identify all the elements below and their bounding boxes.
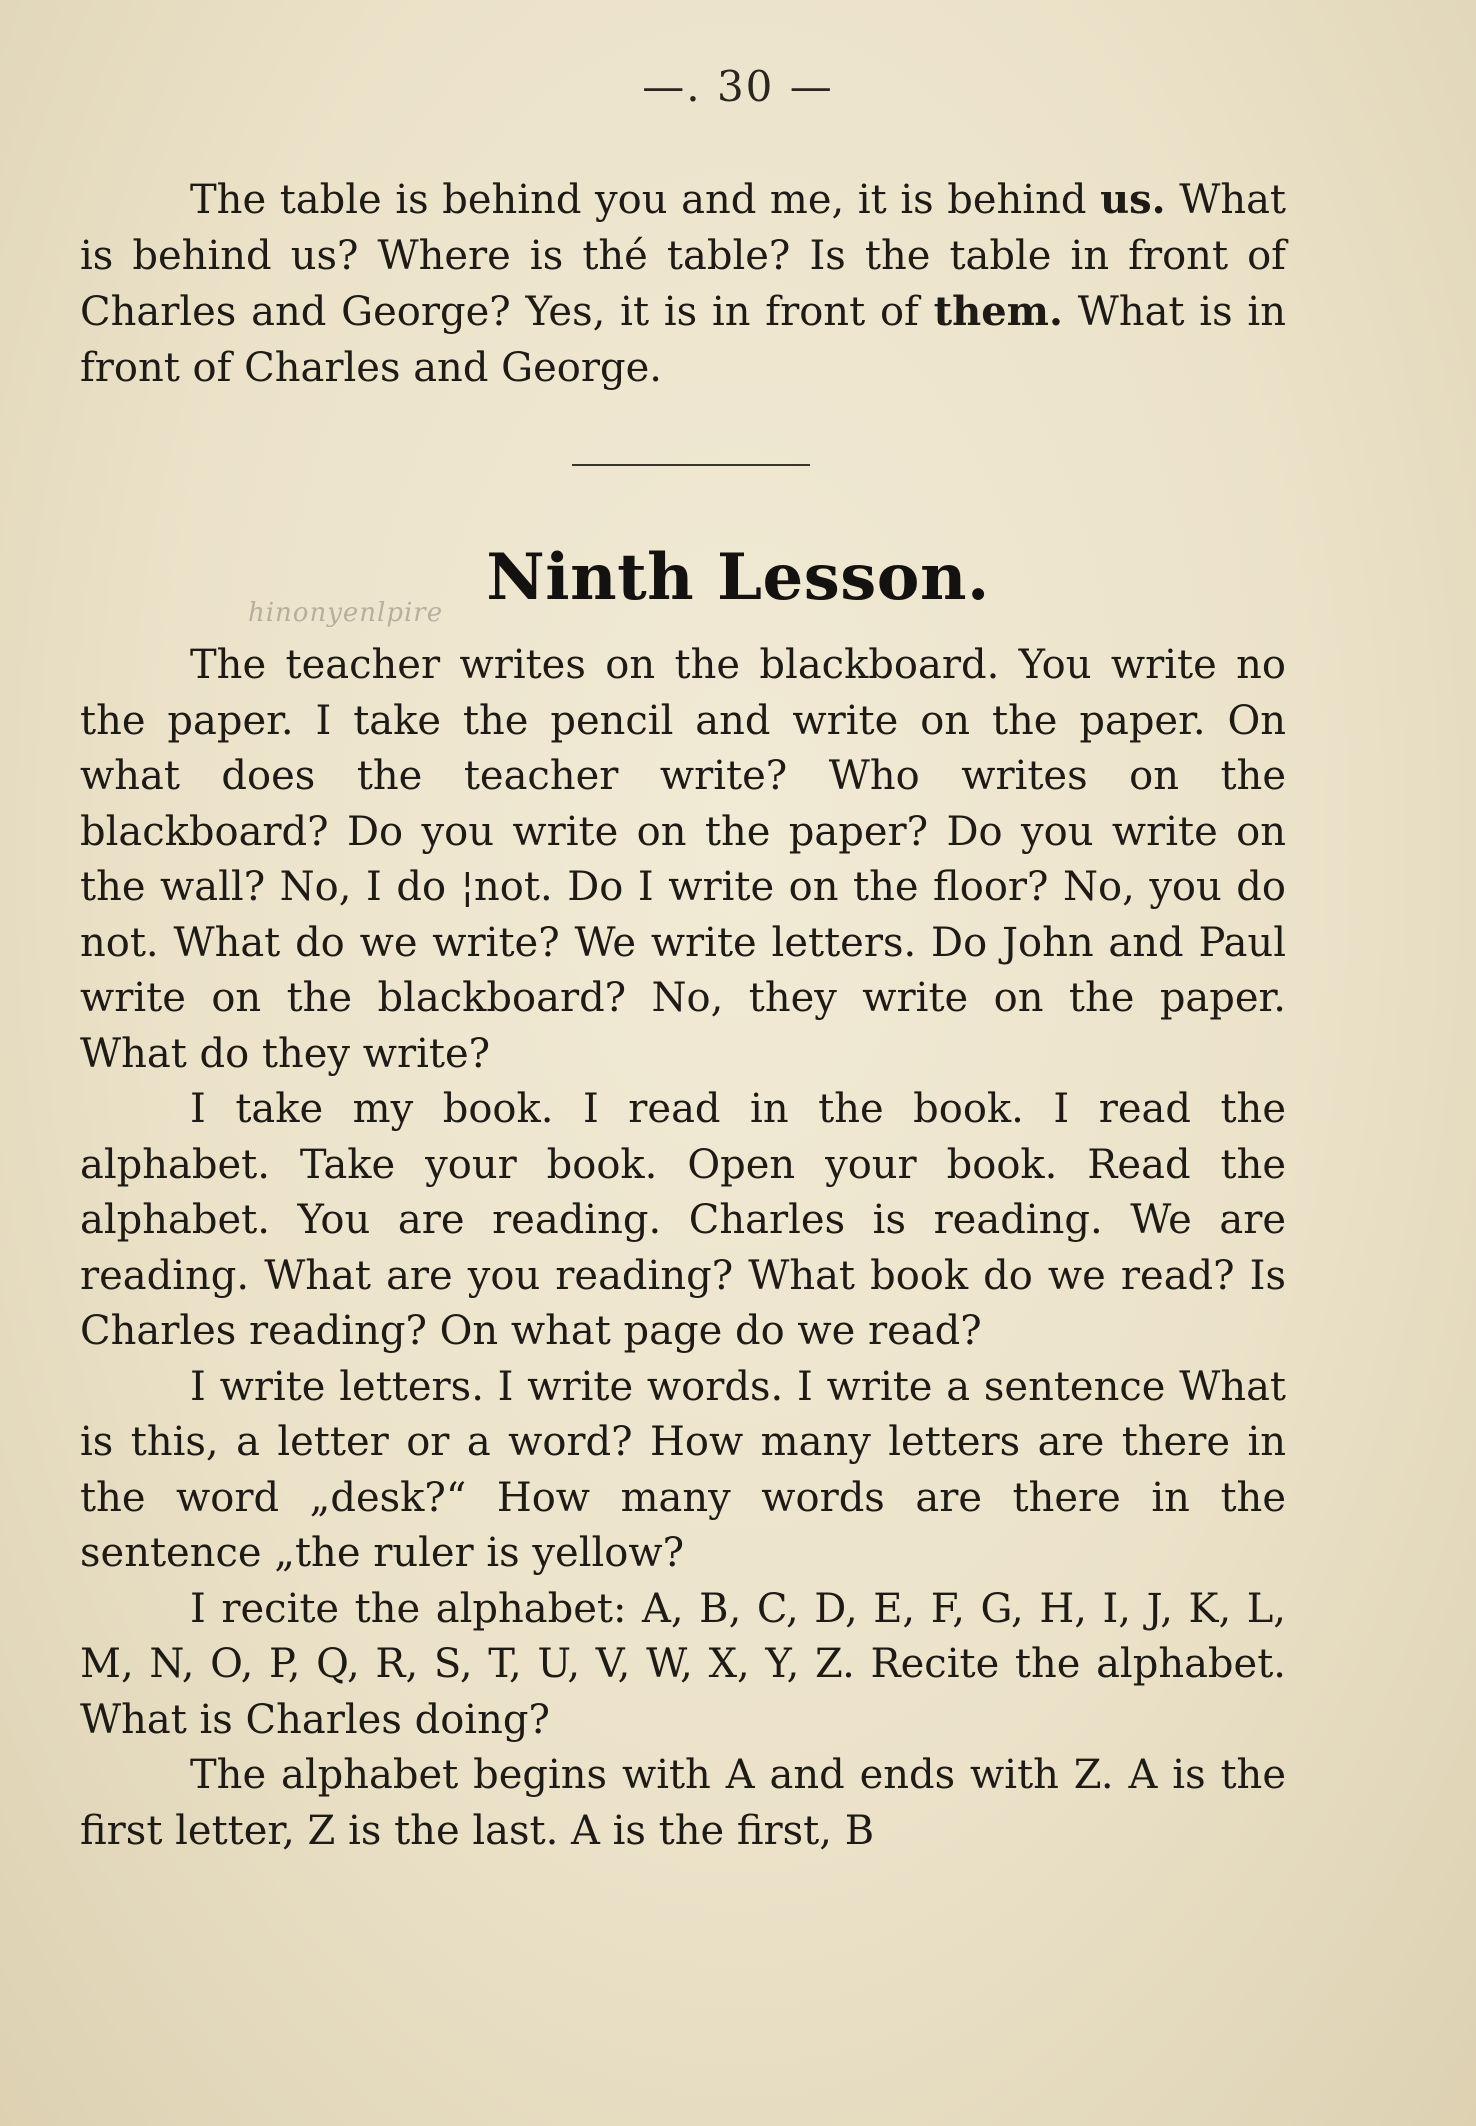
lesson-title: Ninth Lesson. bbox=[486, 540, 990, 615]
intro-bold-them: them. bbox=[933, 288, 1063, 335]
section-divider bbox=[572, 464, 810, 466]
lesson-paragraph-3: I write letters. I write words. I write a sentence What is this, a letter or a word? How many letters are there in the word „desk?“ How many words are there in the sentence „the ruler is yellow? bbox=[80, 1363, 1286, 1576]
lesson-text-block bbox=[80, 638, 1286, 1859]
lesson-paragraph-4: I recite the alphabet: A, B, C, D, E, F, G, H, I, J, K, L, M, N, O, P, Q, R, S, T, U, V, W, X, Y, Z. Recite the alphabet. What is Charles doing? bbox=[80, 1585, 1286, 1743]
lesson-paragraph-2: I take my book. I read in the book. I read the alphabet. Take your book. Open your book. Read the alphabet. You are reading. Charles is reading. We are reading. What are you reading? What book do we read? Is Charles reading? On what page do we read? bbox=[80, 1086, 1286, 1354]
intro-text-block bbox=[80, 172, 1286, 396]
intro-paragraph bbox=[80, 172, 1286, 396]
page-number: —. 30 — bbox=[642, 62, 834, 111]
lesson-paragraph-1: The teacher writes on the blackboard. You write no the paper. I take the pencil and write on the paper. On what does the teacher write? Who writes on the blackboard? Do you write on the paper? Do you write on the wall? No, I do ¦not. Do I write on the floor? No, you do not. What do we write? We write letters. Do John and Paul write on the blackboard? No, they write on the paper. What do they write? bbox=[80, 642, 1286, 1077]
lesson-paragraph-5: The alphabet begins with A and ends with Z. A is the first letter, Z is the last. A is the first, B bbox=[80, 1752, 1286, 1854]
intro-text-part-2: What is behind us? Where is thé table? Is the table in front of Charles and George? Yes, it is in front of bbox=[80, 177, 1286, 335]
intro-text-part-3: What is in front of Charles and George. bbox=[80, 289, 1286, 391]
intro-bold-us: us. bbox=[1100, 176, 1166, 223]
intro-text-part-1: The table is behind you and me, it is behind bbox=[190, 177, 1101, 223]
handwritten-pencil-note: hinonyenlpire bbox=[248, 598, 444, 628]
